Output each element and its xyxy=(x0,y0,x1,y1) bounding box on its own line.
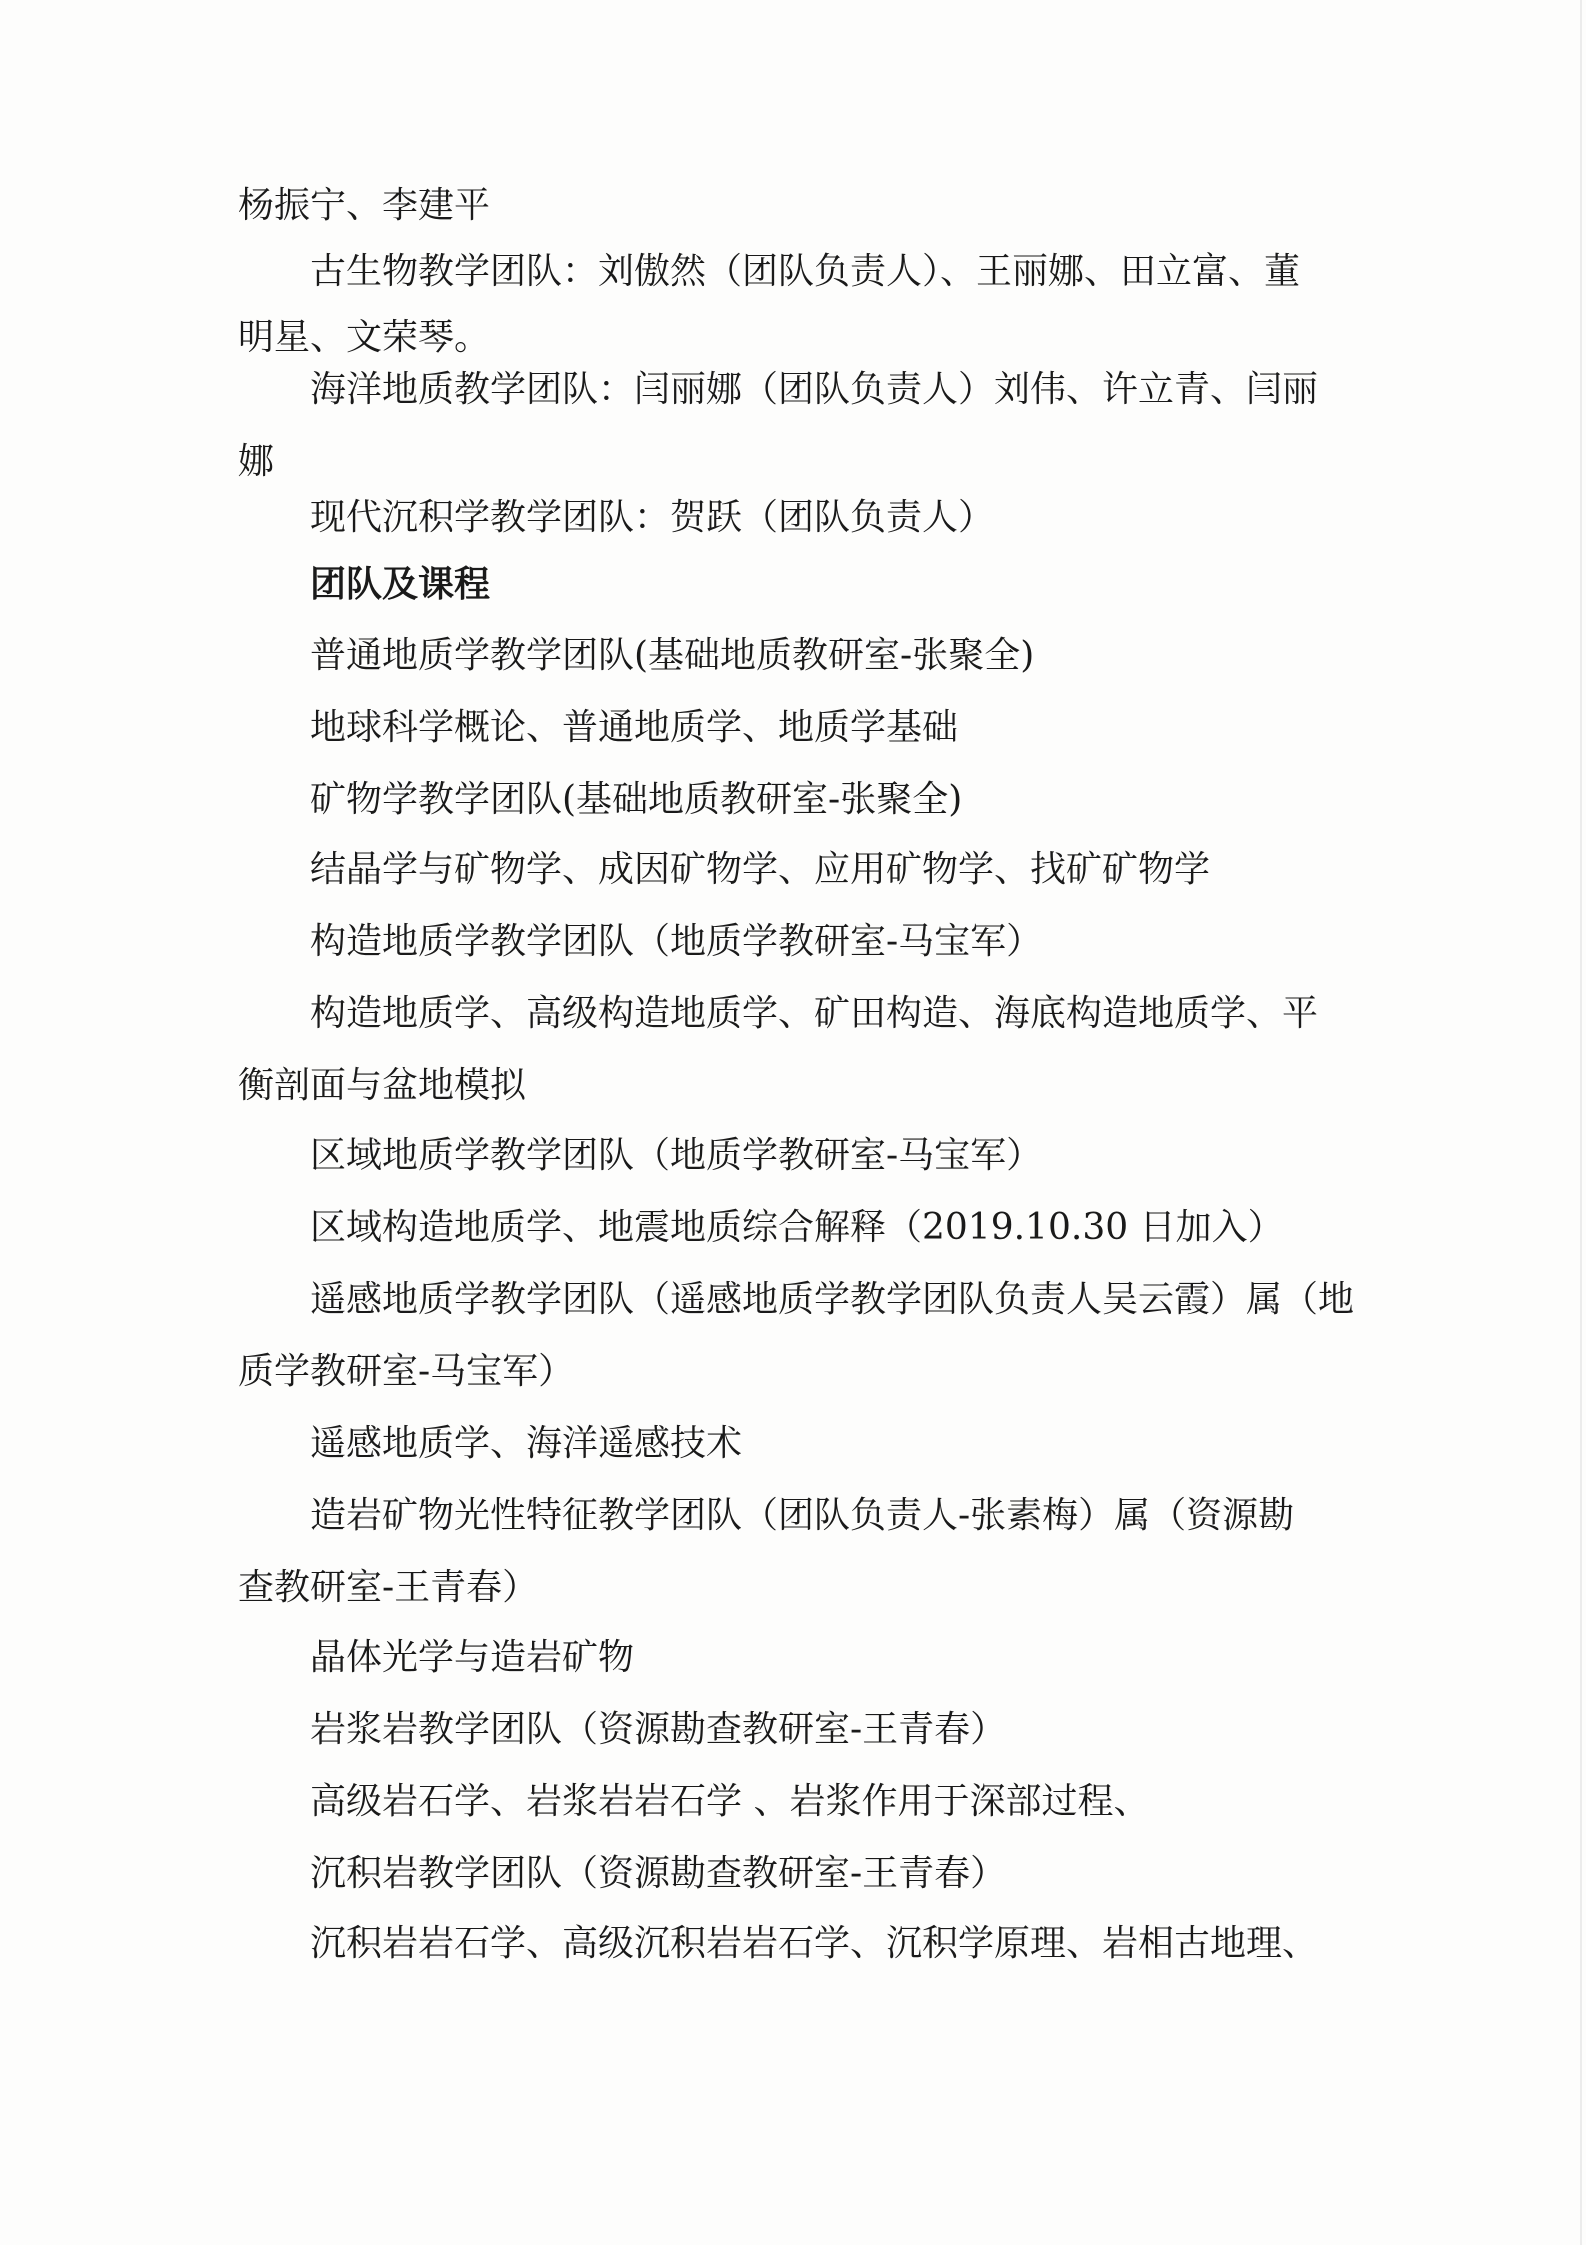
text-line: 娜 xyxy=(238,441,275,482)
text-line: 海洋地质教学团队：闫丽娜（团队负责人）刘伟、许立青、闫丽 xyxy=(310,369,1319,410)
text-line: 质学教研室-马宝军） xyxy=(238,1351,575,1392)
text-line: 沉积岩教学团队（资源勘查教研室-王青春） xyxy=(310,1853,1007,1894)
text-line: 普通地质学教学团队(基础地质教研室-张聚全) xyxy=(310,635,1035,676)
text-line: 遥感地质学、海洋遥感技术 xyxy=(310,1423,743,1464)
text-line: 矿物学教学团队(基础地质教研室-张聚全) xyxy=(310,779,963,820)
scan-edge xyxy=(1580,0,1582,2245)
text-line: 古生物教学团队：刘傲然（团队负责人）、王丽娜、田立富、董 xyxy=(310,251,1301,292)
text-line: 晶体光学与造岩矿物 xyxy=(310,1637,635,1678)
text-line: 遥感地质学教学团队（遥感地质学教学团队负责人吴云霞）属（地 xyxy=(310,1279,1355,1320)
text-line: 沉积岩岩石学、高级沉积岩岩石学、沉积学原理、岩相古地理、 xyxy=(310,1923,1319,1964)
text-line: 查教研室-王青春） xyxy=(238,1567,539,1608)
text-line: 衡剖面与盆地模拟 xyxy=(238,1065,527,1106)
section-heading: 团队及课程 xyxy=(310,563,491,605)
text-line: 结晶学与矿物学、成因矿物学、应用矿物学、找矿矿物学 xyxy=(310,849,1211,890)
text-line: 构造地质学教学团队（地质学教研室-马宝军） xyxy=(310,921,1043,962)
text-line: 构造地质学、高级构造地质学、矿田构造、海底构造地质学、平 xyxy=(310,993,1319,1034)
text-line: 高级岩石学、岩浆岩岩石学 、岩浆作用于深部过程、 xyxy=(310,1781,1150,1822)
text-line: 地球科学概论、普通地质学、地质学基础 xyxy=(310,707,959,748)
text-line: 区域地质学教学团队（地质学教研室-马宝军） xyxy=(310,1135,1043,1176)
text-line: 岩浆岩教学团队（资源勘查教研室-王青春） xyxy=(310,1709,1007,1750)
text-line: 区域构造地质学、地震地质综合解释（2019.10.30 日加入） xyxy=(310,1207,1284,1248)
text-line: 杨振宁、李建平 xyxy=(238,185,491,226)
text-line: 造岩矿物光性特征教学团队（团队负责人-张素梅）属（资源勘 xyxy=(310,1495,1295,1536)
text-line: 现代沉积学教学团队：贺跃（团队负责人） xyxy=(310,497,995,538)
text-line: 明星、文荣琴。 xyxy=(238,317,491,358)
